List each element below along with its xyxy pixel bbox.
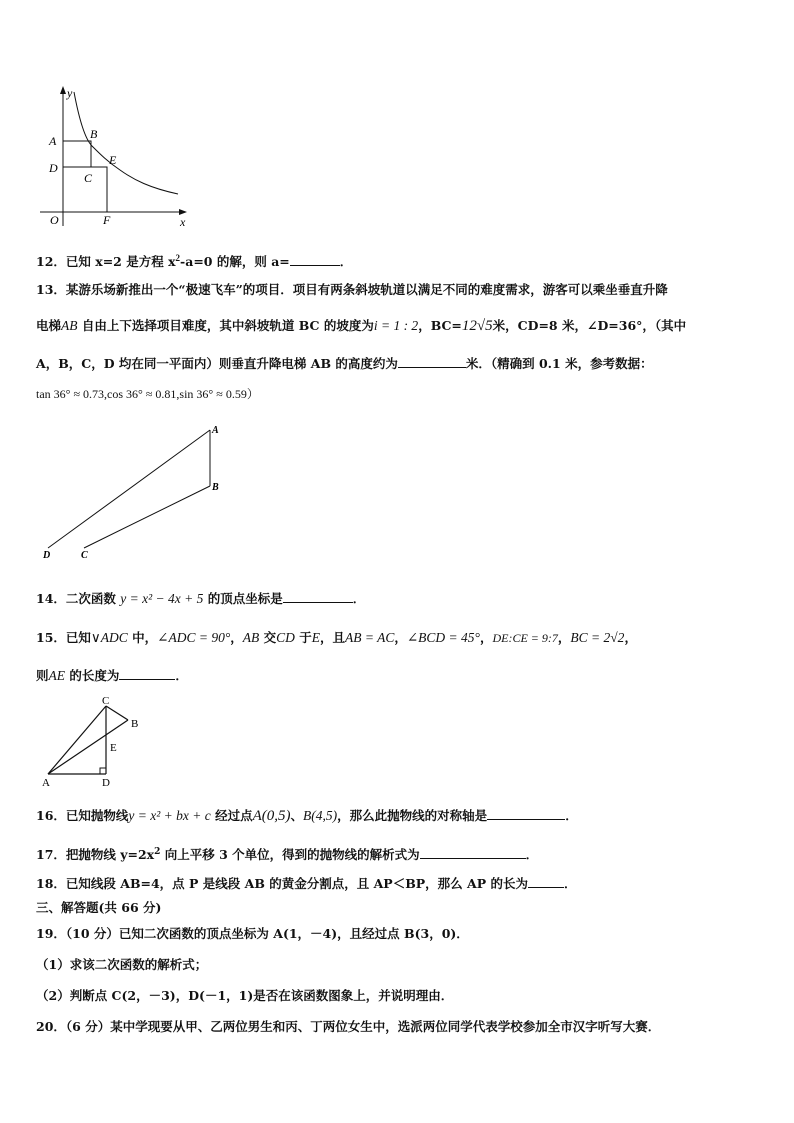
question-13-line2: 电梯AB 自由上下选择项目难度，其中斜坡轨道 BC 的坡度为i = 1 : 2，BC=12√5米，CD=8 米，∠D=36°，（其中 <box>36 318 687 334</box>
line-CB <box>106 706 128 720</box>
label-B: B <box>212 482 219 493</box>
answer-blank[interactable] <box>283 590 353 603</box>
label-A: A <box>212 425 219 436</box>
label-E: E <box>109 153 117 167</box>
right-angle-mark <box>100 768 106 774</box>
figure-slope-labels <box>38 420 223 560</box>
rectangle-ABC <box>63 141 91 167</box>
line-CB-full <box>84 486 210 548</box>
label-D: D <box>49 161 58 175</box>
label-A: A <box>49 134 57 148</box>
answer-blank[interactable] <box>487 807 565 820</box>
question-13-line4: tan 36° ≈ 0.73,cos 36° ≈ 0.81,sin 36° ≈ 0.59） <box>36 387 259 401</box>
line-DA-full <box>48 430 210 548</box>
label-C: C <box>102 695 110 707</box>
label-A: A <box>42 777 50 789</box>
y-axis-arrow <box>60 86 66 94</box>
label-D: D <box>102 777 110 789</box>
label-B: B <box>90 127 98 141</box>
question-19-part1: （1）求该二次函数的解析式； <box>36 957 208 972</box>
question-13-line1: 13．某游乐场新推出一个“极速飞车”的项目．项目有两条斜坡轨道以满足不同的难度需求，游客可以乘坐垂直升降 <box>36 282 668 297</box>
label-C: C <box>84 171 93 185</box>
question-18: 18．已知线段 AB=4，点 P 是线段 AB 的黄金分割点，且 AP＜BP，那么 AP 的长为 ． <box>36 876 577 891</box>
answer-blank[interactable] <box>290 253 340 266</box>
question-17: 17．把抛物线 $y=2x^2$ 向上平移 3 个单位，得到的抛物线的解析式为 ． <box>36 847 539 863</box>
label-B: B <box>131 718 139 730</box>
label-O: O <box>50 213 59 227</box>
label-F: F <box>103 213 111 227</box>
label-x: x <box>180 215 186 229</box>
question-15-line1: 15．已知∨ADC 中，∠ADC = 90°，AB 交CD 于E，且AB = AC，∠BCD = 45°，DE:CE = 9:7，BC = 2√2， <box>36 630 637 645</box>
figure-hyperbola <box>30 84 200 234</box>
question-15-line2: 则AE 的长度为 ． <box>36 668 188 683</box>
answer-blank[interactable] <box>420 846 526 859</box>
figure-triangle <box>36 694 156 790</box>
question-14: 14．二次函数 y = x² − 4x + 5 的顶点坐标是 ． <box>36 591 366 606</box>
answer-blank[interactable] <box>528 875 564 888</box>
section-heading: 三、解答题(共 66 分) <box>36 900 162 915</box>
answer-blank[interactable] <box>119 667 175 680</box>
label-y: y <box>67 86 73 100</box>
question-12: 12．已知 x=2 是方程 $x^2-a=0$ 的解，则 a= ． <box>36 253 353 270</box>
answer-blank[interactable] <box>398 355 466 368</box>
question-20: 20．（6 分）某中学现要从甲、乙两位男生和丙、丁两位女生中，选派两位同学代表学校参加全市汉字听写大赛． <box>36 1019 661 1034</box>
question-19: 19．（10 分）已知二次函数的顶点坐标为 A(1，－4)，且经过点 B(3，0)． <box>36 926 469 941</box>
question-16: 16．已知抛物线y = x² + bx + c 经过点A(0,5)、B(4,5)，那么此抛物线的对称轴是 ． <box>36 808 578 824</box>
label-D: D <box>43 550 51 560</box>
question-19-part2: （2）判断点 C(2，－3)，D(－1，1)是否在该函数图象上，并说明理由． <box>36 988 454 1003</box>
label-C: C <box>81 550 88 560</box>
question-13-line3: A，B，C，D 均在同一平面内）则垂直升降电梯 AB 的高度约为 米．（精确到 0.1 米，参考数据： <box>36 356 653 371</box>
label-E: E <box>110 742 117 754</box>
